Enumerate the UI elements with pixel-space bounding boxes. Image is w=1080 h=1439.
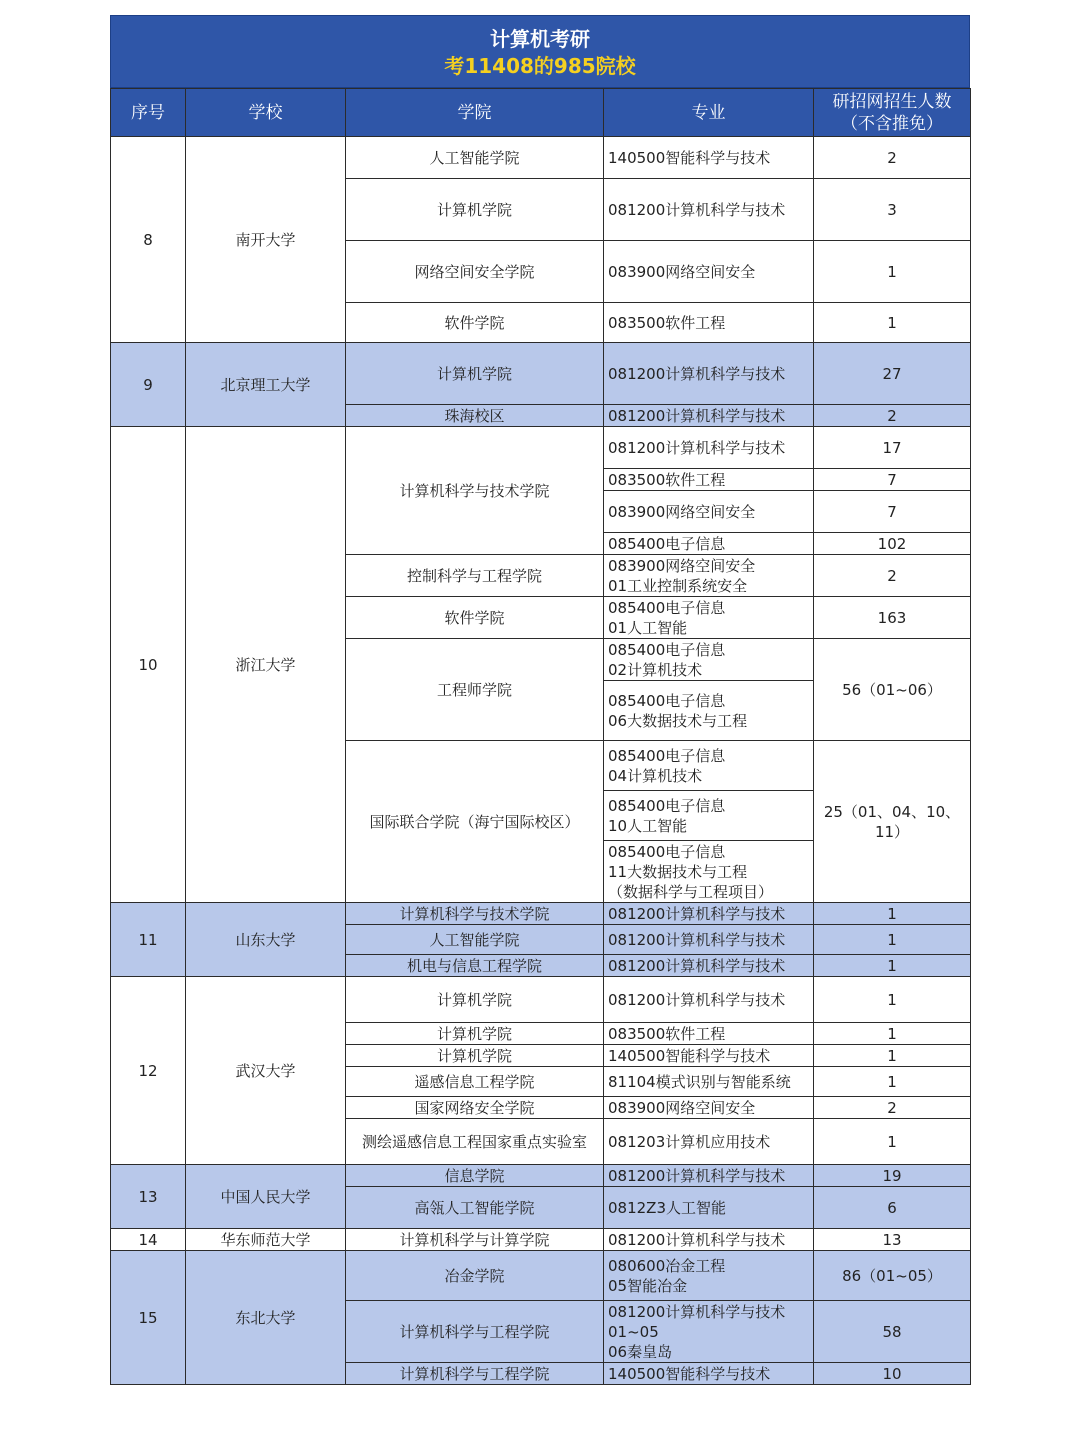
cell-no: 13 bbox=[111, 1165, 186, 1229]
cell-count: 3 bbox=[814, 179, 971, 241]
column-header-college: 学院 bbox=[346, 89, 604, 137]
cell-major: 081200计算机科学与技术 bbox=[604, 977, 814, 1023]
cell-count: 25（01、04、10、11） bbox=[814, 741, 971, 903]
cell-school: 华东师范大学 bbox=[186, 1229, 346, 1251]
cell-no: 15 bbox=[111, 1251, 186, 1385]
cell-college: 计算机科学与技术学院 bbox=[346, 903, 604, 925]
cell-major: 140500智能科学与技术 bbox=[604, 1045, 814, 1067]
cell-major: 085400电子信息 11大数据技术与工程 （数据科学与工程项目） bbox=[604, 841, 814, 903]
cell-major: 0812Z3人工智能 bbox=[604, 1187, 814, 1229]
cell-major: 083500软件工程 bbox=[604, 469, 814, 491]
page-title: 计算机考研 bbox=[490, 27, 590, 51]
cell-count: 1 bbox=[814, 1119, 971, 1165]
cell-major: 081200计算机科学与技术 01~05 06秦皇岛 bbox=[604, 1301, 814, 1363]
cell-college: 测绘遥感信息工程国家重点实验室 bbox=[346, 1119, 604, 1165]
column-header-count: 研招网招生人数 （不含推免） bbox=[814, 89, 971, 137]
cell-count: 163 bbox=[814, 597, 971, 639]
cell-major: 081200计算机科学与技术 bbox=[604, 1165, 814, 1187]
cell-major: 080600冶金工程 05智能冶金 bbox=[604, 1251, 814, 1301]
cell-school: 东北大学 bbox=[186, 1251, 346, 1385]
cell-college: 人工智能学院 bbox=[346, 137, 604, 179]
cell-school: 武汉大学 bbox=[186, 977, 346, 1165]
page-subtitle: 考11408的985院校 bbox=[444, 54, 636, 78]
cell-major: 085400电子信息 02计算机技术 bbox=[604, 639, 814, 681]
table-row bbox=[111, 137, 971, 179]
cell-major: 081200计算机科学与技术 bbox=[604, 343, 814, 405]
table-body bbox=[111, 137, 971, 1385]
cell-college: 计算机科学与计算学院 bbox=[346, 1229, 604, 1251]
cell-college: 计算机学院 bbox=[346, 1023, 604, 1045]
cell-count: 2 bbox=[814, 405, 971, 427]
table-row bbox=[111, 343, 971, 405]
cell-count: 6 bbox=[814, 1187, 971, 1229]
cell-major: 083500软件工程 bbox=[604, 1023, 814, 1045]
cell-major: 081200计算机科学与技术 bbox=[604, 179, 814, 241]
cell-college: 国家网络安全学院 bbox=[346, 1097, 604, 1119]
cell-school: 中国人民大学 bbox=[186, 1165, 346, 1229]
cell-count: 58 bbox=[814, 1301, 971, 1363]
cell-no: 14 bbox=[111, 1229, 186, 1251]
cell-college: 控制科学与工程学院 bbox=[346, 555, 604, 597]
cell-major: 81104模式识别与智能系统 bbox=[604, 1067, 814, 1097]
table-row bbox=[111, 903, 971, 925]
cell-major: 083500软件工程 bbox=[604, 303, 814, 343]
cell-count: 2 bbox=[814, 137, 971, 179]
cell-college: 计算机科学与工程学院 bbox=[346, 1363, 604, 1385]
cell-major: 083900网络空间安全 bbox=[604, 1097, 814, 1119]
cell-count: 19 bbox=[814, 1165, 971, 1187]
cell-count: 2 bbox=[814, 555, 971, 597]
cell-no: 8 bbox=[111, 137, 186, 343]
column-header-school: 学校 bbox=[186, 89, 346, 137]
cell-count: 7 bbox=[814, 491, 971, 533]
table-row bbox=[111, 977, 971, 1023]
cell-major: 083900网络空间安全 01工业控制系统安全 bbox=[604, 555, 814, 597]
cell-count: 56（01~06） bbox=[814, 639, 971, 741]
cell-count: 1 bbox=[814, 1023, 971, 1045]
cell-no: 11 bbox=[111, 903, 186, 977]
cell-major: 081200计算机科学与技术 bbox=[604, 925, 814, 955]
cell-count: 10 bbox=[814, 1363, 971, 1385]
column-header-no: 序号 bbox=[111, 89, 186, 137]
cell-count: 1 bbox=[814, 955, 971, 977]
cell-major: 085400电子信息 10人工智能 bbox=[604, 791, 814, 841]
cell-college: 计算机学院 bbox=[346, 343, 604, 405]
cell-major: 081200计算机科学与技术 bbox=[604, 903, 814, 925]
cell-college: 软件学院 bbox=[346, 303, 604, 343]
cell-count: 1 bbox=[814, 1045, 971, 1067]
cell-count: 7 bbox=[814, 469, 971, 491]
cell-college: 国际联合学院（海宁国际校区） bbox=[346, 741, 604, 903]
cell-major: 081200计算机科学与技术 bbox=[604, 427, 814, 469]
cell-college: 人工智能学院 bbox=[346, 925, 604, 955]
cell-no: 10 bbox=[111, 427, 186, 903]
cell-school: 浙江大学 bbox=[186, 427, 346, 903]
cell-count: 1 bbox=[814, 903, 971, 925]
cell-count: 17 bbox=[814, 427, 971, 469]
cell-count: 86（01~05） bbox=[814, 1251, 971, 1301]
cell-no: 9 bbox=[111, 343, 186, 427]
table-row bbox=[111, 427, 971, 469]
cell-major: 085400电子信息 06大数据技术与工程 bbox=[604, 681, 814, 741]
cell-count: 2 bbox=[814, 1097, 971, 1119]
table-row bbox=[111, 1251, 971, 1301]
cell-school: 南开大学 bbox=[186, 137, 346, 343]
cell-count: 1 bbox=[814, 303, 971, 343]
table-header-row bbox=[111, 89, 971, 137]
cell-college: 信息学院 bbox=[346, 1165, 604, 1187]
cell-college: 软件学院 bbox=[346, 597, 604, 639]
cell-college: 珠海校区 bbox=[346, 405, 604, 427]
cell-major: 081200计算机科学与技术 bbox=[604, 955, 814, 977]
admissions-table-sheet bbox=[110, 15, 970, 1385]
cell-major: 083900网络空间安全 bbox=[604, 241, 814, 303]
cell-major: 081203计算机应用技术 bbox=[604, 1119, 814, 1165]
title-banner bbox=[110, 15, 970, 88]
cell-major: 140500智能科学与技术 bbox=[604, 137, 814, 179]
cell-count: 102 bbox=[814, 533, 971, 555]
cell-major: 081200计算机科学与技术 bbox=[604, 405, 814, 427]
cell-major: 085400电子信息 bbox=[604, 533, 814, 555]
cell-college: 冶金学院 bbox=[346, 1251, 604, 1301]
cell-count: 1 bbox=[814, 241, 971, 303]
cell-college: 工程师学院 bbox=[346, 639, 604, 741]
cell-major: 140500智能科学与技术 bbox=[604, 1363, 814, 1385]
table-row bbox=[111, 1165, 971, 1187]
cell-college: 计算机科学与技术学院 bbox=[346, 427, 604, 555]
cell-count: 1 bbox=[814, 1067, 971, 1097]
cell-no: 12 bbox=[111, 977, 186, 1165]
cell-major: 083900网络空间安全 bbox=[604, 491, 814, 533]
cell-college: 计算机学院 bbox=[346, 179, 604, 241]
column-header-major: 专业 bbox=[604, 89, 814, 137]
cell-school: 山东大学 bbox=[186, 903, 346, 977]
admissions-table bbox=[110, 88, 971, 1385]
cell-count: 27 bbox=[814, 343, 971, 405]
cell-college: 遥感信息工程学院 bbox=[346, 1067, 604, 1097]
cell-college: 高瓴人工智能学院 bbox=[346, 1187, 604, 1229]
cell-major: 081200计算机科学与技术 bbox=[604, 1229, 814, 1251]
cell-major: 085400电子信息 04计算机技术 bbox=[604, 741, 814, 791]
cell-count: 1 bbox=[814, 925, 971, 955]
cell-college: 计算机学院 bbox=[346, 1045, 604, 1067]
cell-college: 计算机学院 bbox=[346, 977, 604, 1023]
cell-school: 北京理工大学 bbox=[186, 343, 346, 427]
cell-college: 网络空间安全学院 bbox=[346, 241, 604, 303]
cell-count: 1 bbox=[814, 977, 971, 1023]
table-row bbox=[111, 1229, 971, 1251]
cell-college: 计算机科学与工程学院 bbox=[346, 1301, 604, 1363]
cell-count: 13 bbox=[814, 1229, 971, 1251]
cell-college: 机电与信息工程学院 bbox=[346, 955, 604, 977]
cell-major: 085400电子信息 01人工智能 bbox=[604, 597, 814, 639]
